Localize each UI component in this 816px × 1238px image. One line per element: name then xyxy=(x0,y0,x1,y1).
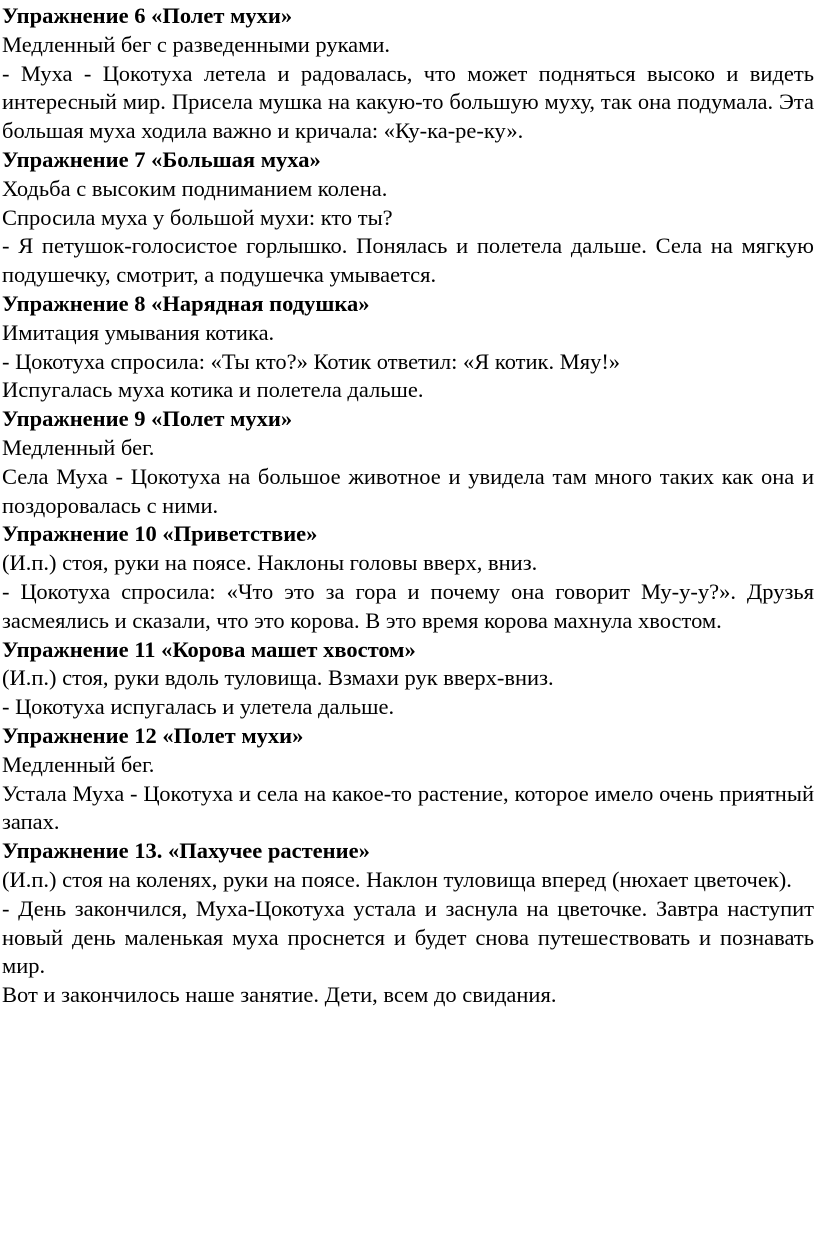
exercise-11-story: - Цокотуха испугалась и улетела дальше. xyxy=(2,694,395,720)
exercise-6-heading: Упражнение 6 «Полет мухи» xyxy=(2,3,293,28)
exercise-7-heading: Упражнение 7 «Большая муха» xyxy=(2,146,321,172)
exercise-10-heading: Упражнение 10 «Приветствие» xyxy=(2,521,318,547)
exercise-9-heading: Упражнение 9 «Полет мухи» xyxy=(2,406,293,432)
exercise-9-instruction: Медленный бег. xyxy=(2,434,155,460)
exercise-10-instruction: (И.п.) стоя, руки на поясе. Наклоны головы вверх, вниз. xyxy=(2,550,538,576)
exercise-6-story: - Муха - Цокотуха летела и радовалась, что может подняться высоко и видеть интересный мир. Присела мушка на какую-то большую муху, так она подумала. Эта большая муха ходила важно и кричала: «Ку-ка-ре-ку». xyxy=(2,60,814,144)
exercise-11-instruction: (И.п.) стоя, руки вдоль туловища. Взмахи рук вверх-вниз. xyxy=(2,665,554,691)
exercise-6-instruction: Медленный бег с разведенными руками. xyxy=(2,31,391,57)
exercise-13-instruction: (И.п.) стоя на коленях, руки на поясе. Наклон туловища вперед (нюхает цветочек). xyxy=(2,866,792,892)
exercise-12-heading: Упражнение 12 «Полет мухи» xyxy=(2,722,304,748)
exercise-10-story: - Цокотуха спросила: «Что это за гора и почему она говорит Му-у-у?». Друзья засмеялись и сказали, что это корова. В это время корова махнула хвостом. xyxy=(2,578,814,633)
exercise-13-story: - День закончился, Муха-Цокотуха устала и заснула на цветочке. Завтра наступит новый день маленькая муха проснется и будет снова путешествовать и познавать мир. xyxy=(2,895,814,979)
document-body xyxy=(2,2,814,1010)
exercise-7-instruction: Ходьба с высоким подниманием колена. xyxy=(2,175,388,201)
exercise-8-dialog: - Цокотуха спросила: «Ты кто?» Котик ответил: «Я котик. Мяу!» xyxy=(2,348,621,374)
exercise-7-story: - Я петушок-голосистое горлышко. Понялась и полетела дальше. Села на мягкую подушечку, смотрит, а подушечка умывается. xyxy=(2,233,814,288)
exercise-8-story: Испугалась муха котика и полетела дальше. xyxy=(2,377,424,403)
closing-line: Вот и закончилось наше занятие. Дети, всем до свидания. xyxy=(2,982,557,1008)
exercise-11-heading: Упражнение 11 «Корова машет хвостом» xyxy=(2,636,416,662)
exercise-13-heading: Упражнение 13. «Пахучее растение» xyxy=(2,838,370,864)
exercise-8-instruction: Имитация умывания котика. xyxy=(2,319,275,345)
exercise-9-story: Села Муха - Цокотуха на большое животное и увидела там много таких как она и поздоровалась с ними. xyxy=(2,463,814,518)
exercise-12-story: Устала Муха - Цокотуха и села на какое-то растение, которое имело очень приятный запах. xyxy=(2,780,814,835)
exercise-7-question: Спросила муха у большой мухи: кто ты? xyxy=(2,204,393,230)
exercise-8-heading: Упражнение 8 «Нарядная подушка» xyxy=(2,290,370,316)
exercise-12-instruction: Медленный бег. xyxy=(2,751,155,777)
